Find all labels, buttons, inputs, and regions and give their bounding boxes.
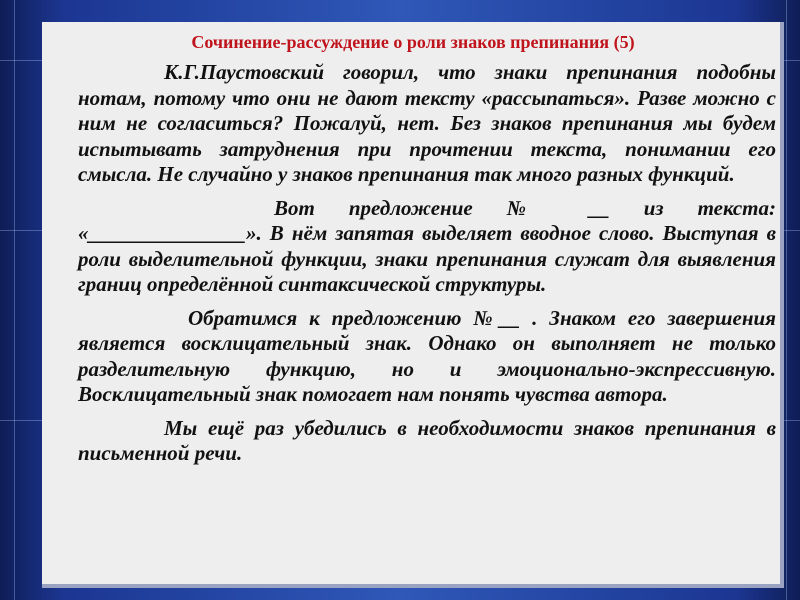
slide-title: Сочинение-рассуждение о роли знаков препинания (5) xyxy=(191,32,635,52)
paragraph-3: Обратимся к предложению №__ . Знаком его завершения является восклицательный знак. Однако он выполняет не только разделительную функцию, но и эмоционально-экспрессивную. Восклицательный знак помогает нам понять чувства автора. xyxy=(78,305,776,406)
slide xyxy=(42,22,784,588)
paragraph-2: Вот предложение № __ из текста: «_______________». В нём запятая выделяет вводное слово. Выступая в роли выделительной функции, знаки препинания служат для выявления границ определённой синтаксической структуры. xyxy=(78,195,776,296)
paragraph-4: Мы ещё раз убедились в необходимости знаков препинания в письменной речи. xyxy=(78,415,776,465)
background-grid-line xyxy=(786,0,787,600)
paragraph-1: К.Г.Паустовский говорил, что знаки препинания подобны нотам, потому что они не дают тексту «рассыпаться». Разве можно с ним не согласиться? Пожалуй, нет. Без знаков препинания мы будем испытывать затруднения при прочтении текста, понимании его смысла. Не случайно у знаков препинания так много разных функций. xyxy=(78,60,776,186)
essay-text xyxy=(78,60,776,475)
background-grid-line xyxy=(14,0,15,600)
